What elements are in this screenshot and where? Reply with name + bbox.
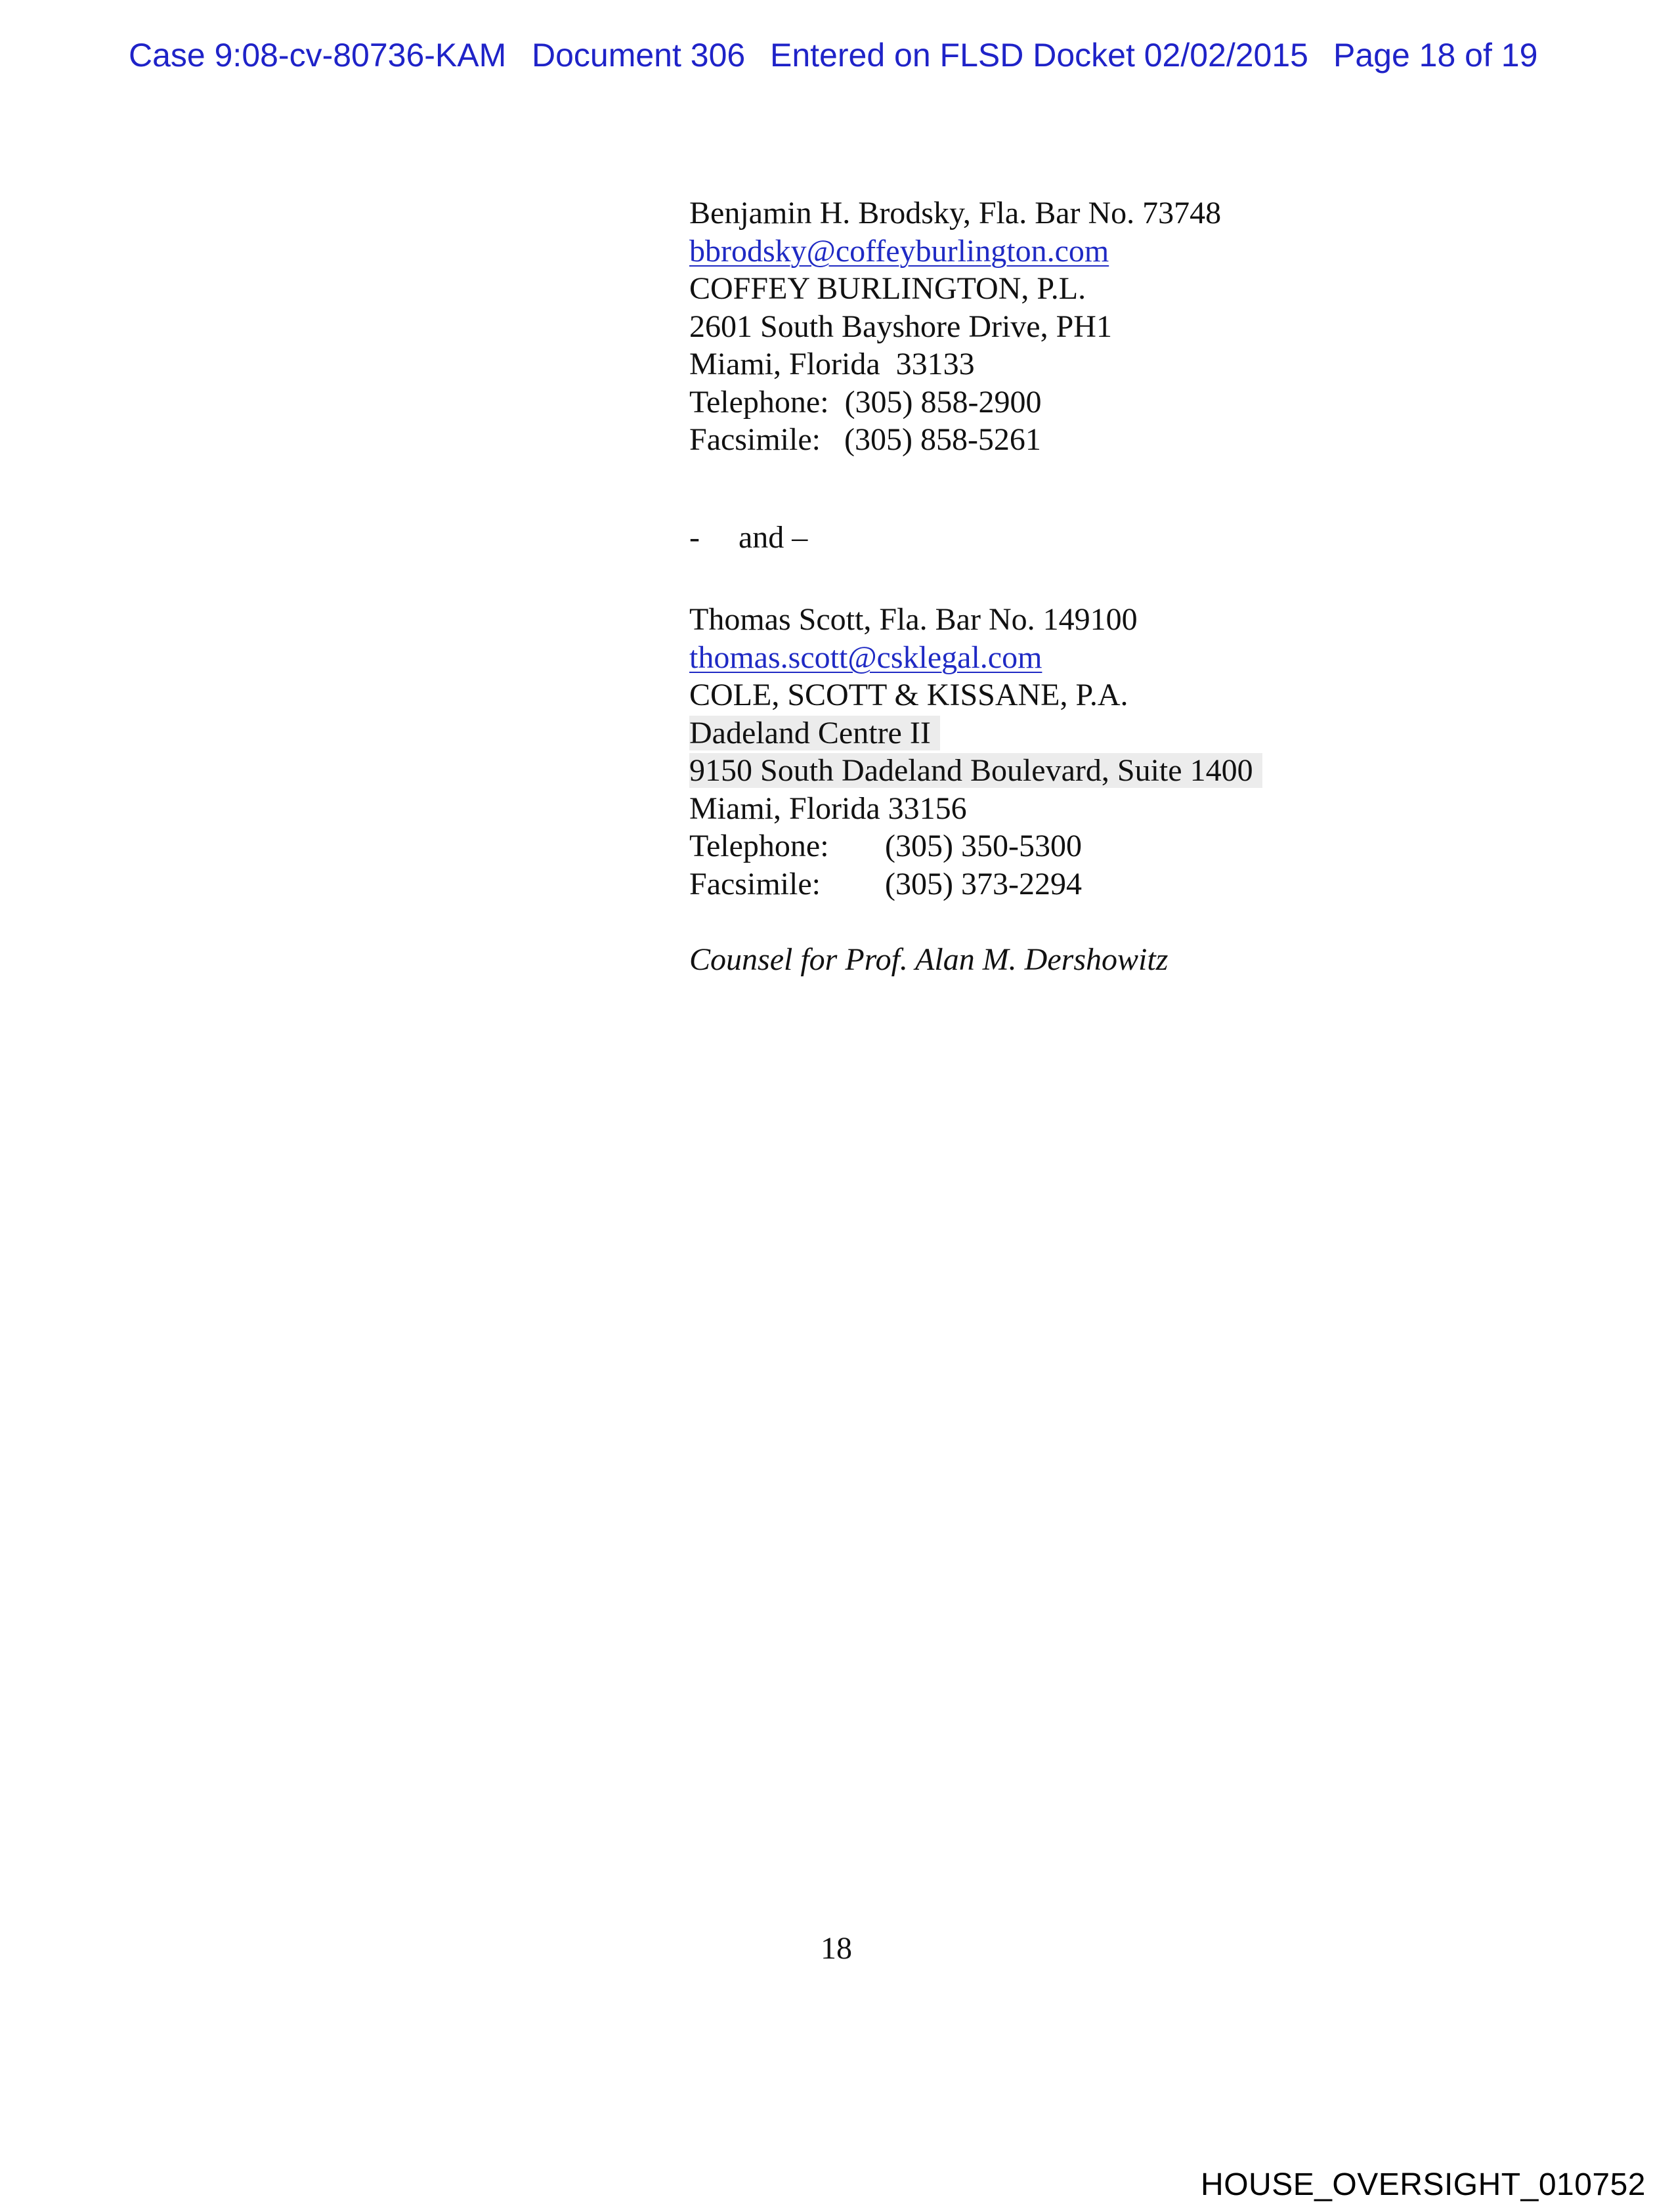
document-number: Document 306 <box>532 37 746 74</box>
counsel1-email-link[interactable]: bbrodsky@coffeyburlington.com <box>689 233 1109 269</box>
counsel2-address-line2: 9150 South Dadeland Boulevard, Suite 1400 <box>689 753 1262 788</box>
counsel1-telephone: (305) 858-2900 <box>844 384 1042 420</box>
and-separator <box>689 519 1543 557</box>
counsel2-facsimile-row <box>689 865 1543 903</box>
counsel2-firm: COLE, SCOTT & KISSANE, P.A. <box>689 678 1128 712</box>
counsel-for-line: Counsel for Prof. Alan M. Dershowitz <box>689 942 1169 977</box>
counsel1-name: Benjamin H. Brodsky, Fla. Bar No. 73748 <box>689 196 1222 230</box>
counsel2-city: Miami, Florida 33156 <box>689 791 967 826</box>
case-number: Case 9:08-cv-80736-KAM <box>129 37 507 74</box>
page-number: 18 <box>821 1931 852 1966</box>
counsel1-address: 2601 South Bayshore Drive, PH1 <box>689 309 1112 344</box>
counsel2-address-line1: Dadeland Centre II <box>689 716 940 750</box>
bates-number: HOUSE_OVERSIGHT_010752 <box>1201 2167 1646 2202</box>
and-text: and – <box>739 519 808 555</box>
counsel2-facsimile-label: Facsimile: <box>689 866 821 901</box>
page-of-total: Page 18 of 19 <box>1333 37 1538 74</box>
counsel1-facsimile: (305) 858-5261 <box>844 422 1041 457</box>
signature-block <box>689 194 1543 979</box>
counsel2-facsimile: (305) 373-2294 <box>885 866 1082 901</box>
counsel1-facsimile-label: Facsimile: <box>689 422 821 457</box>
counsel1-firm: COFFEY BURLINGTON, P.L. <box>689 271 1086 306</box>
counsel2-email-link[interactable]: thomas.scott@csklegal.com <box>689 640 1042 675</box>
docket-entry-date: Entered on FLSD Docket 02/02/2015 <box>770 37 1308 74</box>
counsel1-city: Miami, Florida 33133 <box>689 347 975 381</box>
counsel2-telephone-label: Telephone: <box>689 829 829 863</box>
counsel1-telephone-row <box>689 383 1543 422</box>
counsel2-telephone-row <box>689 827 1543 865</box>
counsel1-telephone-label: Telephone: <box>689 384 829 420</box>
counsel2-name: Thomas Scott, Fla. Bar No. 149100 <box>689 602 1138 637</box>
and-dash: - <box>689 519 700 555</box>
counsel2-telephone: (305) 350-5300 <box>885 829 1082 863</box>
counsel1-facsimile-row <box>689 421 1543 459</box>
